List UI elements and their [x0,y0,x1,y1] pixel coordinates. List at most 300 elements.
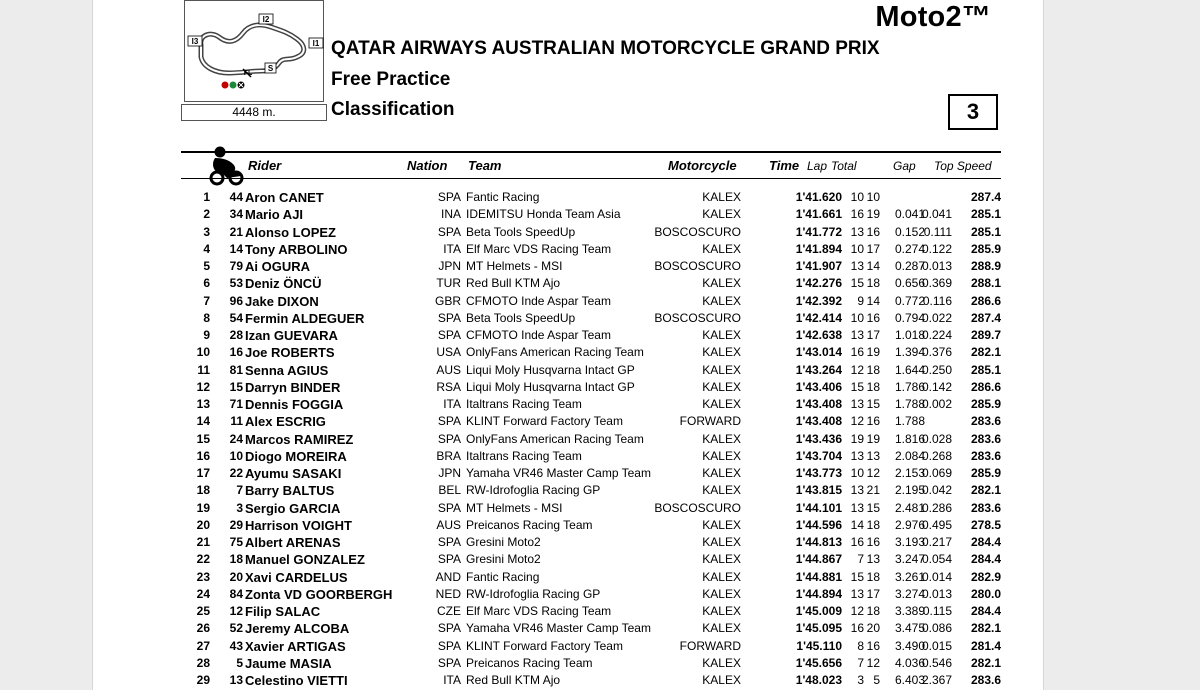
top-speed: 285.9 [970,466,1001,480]
position: 13 [196,397,210,411]
nation: SPA [437,638,461,653]
position: 28 [196,655,210,670]
position: 15 [196,431,210,446]
position: 20 [196,517,210,532]
team: Liqui Moly Husqvarna Intact GP [466,362,635,377]
position: 21 [196,535,210,549]
track-length: 4448 m. [181,104,327,121]
gap-first: 0.041 [894,207,925,222]
top-speed: 289.7 [970,328,1001,342]
gap-previous: 0.369 [921,276,952,291]
nation: SPA [437,328,461,342]
rider-name: Tony ARBOLINO [245,241,348,257]
top-speed: 283.6 [970,673,1001,687]
total-laps: 14 [866,293,880,308]
gap-previous: 0.495 [921,517,952,532]
motorcycle: KALEX [702,276,741,291]
table-row [93,482,1045,499]
nation: SPA [437,552,461,567]
total-laps: 14 [866,259,880,273]
best-lap: 12 [850,604,864,618]
position: 25 [196,604,210,618]
session-title: Free Practice [331,69,451,90]
bike-number: 75 [229,535,243,549]
top-speed: 285.1 [970,362,1001,377]
total-laps: 16 [866,638,880,653]
top-speed: 283.6 [970,414,1001,429]
team: MT Helmets - MSI [466,259,563,273]
position: 26 [196,621,210,636]
best-lap: 13 [850,483,864,498]
motorcycle: KALEX [702,241,741,256]
top-speed: 282.1 [970,621,1001,636]
motorcycle: FORWARD [679,414,741,429]
total-laps: 16 [866,414,880,429]
lap-time: 1'44.881 [795,569,842,584]
best-lap: 12 [850,362,864,377]
total-laps: 18 [866,276,880,291]
motorcycle: KALEX [702,448,741,463]
position: 8 [203,310,210,325]
nation: SPA [437,621,461,636]
top-speed: 285.9 [970,397,1001,411]
team: OnlyFans American Racing Team [466,431,644,446]
best-lap: 15 [850,276,864,291]
team: Elf Marc VDS Racing Team [466,604,612,618]
position: 12 [196,379,210,394]
lap-time: 1'48.023 [795,673,842,687]
nation: BRA [436,448,461,463]
bike-number: 20 [229,569,243,584]
event-title: QATAR AIRWAYS AUSTRALIAN MOTORCYCLE GRAND PRIX [331,38,880,59]
team: Beta Tools SpeedUp [466,310,576,325]
total-laps: 18 [866,604,880,618]
results-page [92,0,1044,690]
position: 29 [196,673,210,687]
motorcycle: KALEX [702,293,741,308]
best-lap: 16 [850,207,864,222]
best-lap: 13 [850,500,864,515]
motorcycle: KALEX [702,535,741,549]
best-lap: 10 [850,310,864,325]
position: 18 [196,483,210,498]
total-laps: 16 [866,310,880,325]
top-speed: 288.9 [970,259,1001,273]
rider-name: Albert ARENAS [245,535,341,550]
motorcycle: KALEX [702,673,741,687]
top-speed: 284.4 [970,552,1001,567]
team: RW-Idrofoglia Racing GP [466,586,601,601]
best-lap: 10 [850,190,864,204]
lap-time: 1'43.014 [795,345,842,360]
lap-time: 1'45.656 [795,655,842,670]
bike-number: 79 [229,259,243,273]
team: MT Helmets - MSI [466,500,563,515]
lap-time: 1'43.773 [795,466,842,480]
gap-first: 6.403 [894,673,925,687]
bike-number: 84 [229,586,243,601]
marker-i3: I3 [191,37,199,46]
position: 7 [203,293,210,308]
best-lap: 13 [850,397,864,411]
table-row [93,362,1045,379]
bike-number: 3 [236,500,243,515]
gap-first: 1.816 [894,431,925,446]
rider-name: Ai OGURA [245,259,310,274]
top-speed: 278.5 [970,517,1001,532]
team: Yamaha VR46 Master Camp Team [466,466,651,480]
nation: GBR [434,293,461,308]
motorcycle: KALEX [702,483,741,498]
gap-previous: 0.217 [921,535,952,549]
bike-number: 96 [229,293,243,308]
gap-previous: 0.042 [921,483,952,498]
track-layout-icon [185,1,325,103]
top-speed: 284.4 [970,535,1001,549]
track-map [184,0,324,102]
lap-time: 1'42.276 [795,276,842,291]
bike-number: 11 [230,414,243,429]
table-row [93,327,1045,344]
best-lap: 16 [850,621,864,636]
gap-first: 1.788 [894,414,925,429]
gap-first: 2.084 [894,448,925,463]
header-rule-top [181,151,1001,153]
top-speed: 288.1 [970,276,1001,291]
best-lap: 13 [850,328,864,342]
nation: SPA [437,414,461,429]
table-row [93,275,1045,292]
top-speed: 287.4 [970,310,1001,325]
top-speed: 284.4 [970,604,1001,618]
table-row [93,258,1045,275]
gap-first: 2.976 [894,517,925,532]
rider-name: Senna AGIUS [245,362,329,378]
best-lap: 16 [850,535,864,549]
gap-previous: 0.054 [921,552,952,567]
rider-name: Joe ROBERTS [245,345,335,361]
total-laps: 5 [873,673,880,687]
rider-name: Harrison VOIGHT [245,517,352,533]
marker-fl: FL [243,70,253,77]
position: 19 [196,500,210,515]
total-laps: 13 [866,448,880,463]
table-row [93,500,1045,517]
lap-time: 1'45.095 [795,621,842,636]
total-laps: 18 [866,362,880,377]
bike-number: 53 [229,276,243,291]
gap-first: 3.475 [894,621,925,636]
rider-name: Zonta VD GOORBERGH [245,586,393,602]
gap-previous: 0.028 [921,431,952,446]
rider-name: Aron CANET [245,190,324,205]
nation: AND [435,569,461,584]
motorcycle: KALEX [702,328,741,342]
position: 4 [203,241,210,256]
col-team: Team [468,158,502,173]
gap-previous: 0.250 [921,362,952,377]
motorcycle: KALEX [702,552,741,567]
class-title: Moto2™ [875,1,991,33]
lap-time: 1'41.661 [795,207,842,222]
gap-first: 1.394 [894,345,925,360]
rider-name: Alonso LOPEZ [245,224,336,240]
bike-number: 13 [229,673,243,687]
motorcycle: FORWARD [679,638,741,653]
top-speed: 280.0 [970,586,1001,601]
lap-time: 1'43.408 [795,414,842,429]
header-rule-bottom [181,178,1001,179]
table-row [93,655,1045,672]
bike-number: 24 [229,431,243,446]
nation: SPA [437,431,461,446]
bike-number: 54 [229,310,243,325]
rider-name: Diogo MOREIRA [245,448,347,464]
lap-time: 1'41.772 [795,224,842,239]
col-total: Total [831,159,857,173]
bike-number: 7 [236,483,243,498]
gap-first: 1.788 [894,397,925,411]
col-nation: Nation [407,158,448,173]
total-laps: 16 [866,224,880,239]
nation: ITA [443,241,461,256]
gap-previous: 0.546 [921,655,952,670]
table-row [93,620,1045,637]
lap-time: 1'44.813 [795,535,842,549]
gap-previous: 0.115 [922,604,952,618]
rider-name: Manuel GONZALEZ [245,552,365,568]
total-laps: 17 [866,241,880,256]
bike-number: 71 [229,397,243,411]
bike-number: 43 [229,638,243,653]
rider-name: Deniz ÖNCÜ [245,276,322,292]
gap-first: 1.786 [894,379,925,394]
nation: SPA [437,535,461,549]
gap-previous: 0.268 [921,448,952,463]
total-laps: 21 [866,483,880,498]
table-row [93,224,1045,241]
motorcycle: KALEX [702,621,741,636]
lap-time: 1'45.110 [796,638,842,653]
document-title: Classification [331,99,455,120]
bike-number: 28 [229,328,243,342]
position: 1 [203,190,210,204]
gap-first: 0.152 [894,224,925,239]
top-speed: 283.6 [970,431,1001,446]
rider-name: Mario AJI [245,207,304,223]
motorcycle: BOSCOSCURO [654,500,741,515]
gap-previous: 0.224 [921,328,952,342]
table-row [93,586,1045,603]
team: Red Bull KTM Ajo [466,673,561,687]
position: 23 [196,569,210,584]
table-row [93,310,1045,327]
best-lap: 9 [857,293,864,308]
nation: AUS [436,517,461,532]
lap-time: 1'43.815 [795,483,842,498]
total-laps: 19 [866,431,880,446]
lap-time: 1'42.638 [795,328,842,342]
lap-time: 1'41.620 [795,190,842,204]
motorcycle: BOSCOSCURO [654,224,741,239]
lap-time: 1'44.894 [795,586,842,601]
total-laps: 15 [866,500,880,515]
nation: ITA [443,673,461,687]
table-row [93,241,1045,258]
gap-first: 1.018 [894,328,925,342]
table-row [93,431,1045,448]
total-laps: 15 [866,397,880,411]
team: Italtrans Racing Team [466,397,582,411]
motorcycle: KALEX [702,207,741,222]
gap-previous: 0.041 [921,207,952,222]
lap-time: 1'45.009 [795,604,842,618]
gap-first: 0.772 [894,293,925,308]
team: Preicanos Racing Team [466,517,593,532]
best-lap: 7 [857,655,864,670]
gap-previous: 0.069 [921,466,952,480]
bike-number: 81 [229,362,243,377]
nation: USA [436,345,461,360]
bike-number: 44 [229,190,243,204]
gap-previous: 0.116 [922,293,952,308]
lap-time: 1'41.894 [795,241,842,256]
col-motorcycle: Motorcycle [668,158,737,173]
position: 6 [203,276,210,291]
gap-previous: 0.376 [921,345,952,360]
green-light-icon [230,82,237,89]
best-lap: 16 [850,345,864,360]
nation: BEL [438,483,461,498]
team: Preicanos Racing Team [466,655,593,670]
table-row [93,189,1045,206]
best-lap: 12 [850,414,864,429]
bike-number: 34 [229,207,243,222]
rider-name: Ayumu SASAKI [245,466,342,481]
col-rider: Rider [248,158,282,173]
gap-first: 2.195 [894,483,925,498]
nation: JPN [438,259,461,273]
gap-first: 2.153 [894,466,925,480]
rider-name: Filip SALAC [245,604,321,619]
position: 3 [203,224,210,239]
top-speed: 286.6 [970,293,1001,308]
nation: SPA [437,310,461,325]
marker-i1: I1 [312,39,320,48]
top-speed: 285.9 [970,241,1001,256]
table-row [93,569,1045,586]
nation: AUS [436,362,461,377]
best-lap: 13 [850,224,864,239]
lap-time: 1'44.101 [795,500,842,515]
position: 9 [203,328,210,342]
rider-name: Jeremy ALCOBA [245,621,350,637]
table-row [93,293,1045,310]
gap-first: 0.274 [894,241,925,256]
team: CFMOTO Inde Aspar Team [466,328,611,342]
gap-previous: 0.086 [921,621,952,636]
position: 17 [196,466,210,480]
motorcycle: KALEX [702,517,741,532]
nation: SPA [437,190,461,204]
nation: RSA [436,379,461,394]
lap-time: 1'41.907 [795,259,842,273]
team: RW-Idrofoglia Racing GP [466,483,601,498]
nation: INA [440,207,461,222]
nation: TUR [436,276,461,291]
motorcycle: BOSCOSCURO [654,259,741,273]
table-row [93,603,1045,620]
top-speed: 282.1 [970,655,1001,670]
table-row [93,396,1045,413]
rider-name: Sergio GARCIA [245,500,341,516]
table-row [93,448,1045,465]
rider-name: Barry BALTUS [245,483,335,499]
lap-time: 1'42.392 [795,293,842,308]
position: 16 [196,448,210,463]
best-lap: 10 [850,466,864,480]
top-speed: 282.9 [970,569,1001,584]
team: Beta Tools SpeedUp [466,224,576,239]
bike-number: 12 [229,604,243,618]
bike-number: 10 [229,448,243,463]
gap-first: 0.287 [894,259,925,273]
gap-first: 0.656 [894,276,925,291]
gap-first: 1.644 [894,362,925,377]
total-laps: 12 [866,655,880,670]
lap-time: 1'43.436 [795,431,842,446]
gap-previous: 0.142 [921,379,952,394]
table-row [93,379,1045,396]
position: 14 [196,414,210,429]
total-laps: 19 [866,345,880,360]
table-row [93,344,1045,361]
motorcycle: KALEX [702,569,741,584]
total-laps: 19 [866,207,880,222]
best-lap: 8 [857,638,864,653]
lap-time: 1'43.704 [795,448,842,463]
best-lap: 3 [857,673,864,687]
table-row [93,413,1045,430]
rider-name: Xavier ARTIGAS [245,638,346,654]
motorcycle: KALEX [702,655,741,670]
total-laps: 17 [866,328,880,342]
top-speed: 282.1 [970,483,1001,498]
lap-time: 1'43.408 [795,397,842,411]
nation: CZE [437,604,461,618]
red-light-icon [222,82,229,89]
motorcycle: KALEX [702,604,741,618]
team: Liqui Moly Husqvarna Intact GP [466,379,635,394]
gap-previous: 0.286 [921,500,952,515]
col-gap: Gap [893,159,916,173]
lap-time: 1'44.867 [795,552,842,567]
rider-name: Celestino VIETTI [245,673,348,688]
bike-number: 18 [229,552,243,567]
top-speed: 286.6 [970,379,1001,394]
rider-name: Alex ESCRIG [245,414,326,430]
gap-previous: 0.013 [921,259,952,273]
position: 2 [203,207,210,222]
total-laps: 18 [866,517,880,532]
team: CFMOTO Inde Aspar Team [466,293,611,308]
bike-number: 52 [229,621,243,636]
motorcycle: KALEX [702,397,741,411]
motorcycle: BOSCOSCURO [654,310,741,325]
top-speed: 285.1 [970,224,1001,239]
motorcycle: KALEX [702,190,741,204]
best-lap: 10 [850,241,864,256]
